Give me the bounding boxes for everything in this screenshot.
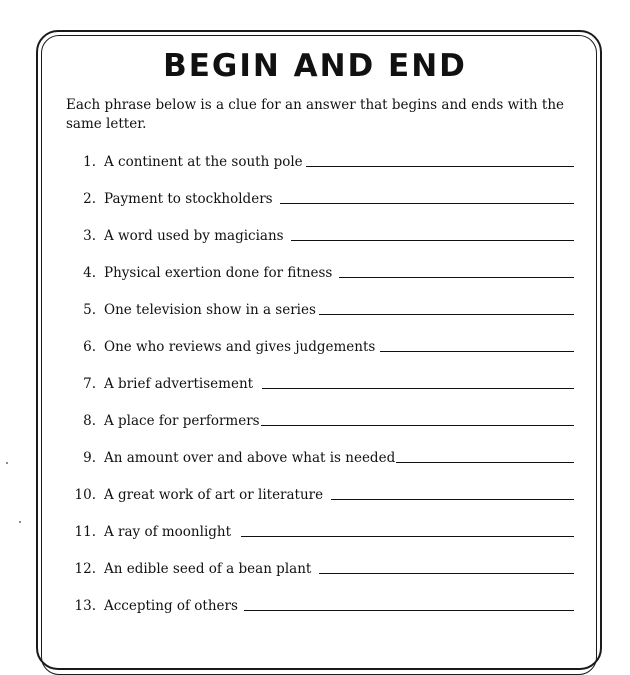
answer-blank[interactable] bbox=[244, 610, 574, 611]
clue-number: 8. bbox=[83, 413, 96, 429]
clue-text: Physical exertion done for fitness bbox=[104, 265, 333, 281]
clue-item bbox=[64, 409, 574, 429]
clue-number: 9. bbox=[83, 450, 96, 466]
clue-text: An edible seed of a bean plant bbox=[104, 561, 312, 577]
clue-number: 10. bbox=[74, 487, 96, 503]
clue-text: One who reviews and gives judgements bbox=[104, 339, 376, 355]
clue-number: 5. bbox=[83, 302, 96, 318]
clue-text: A great work of art or literature bbox=[104, 487, 324, 503]
clue-number: 11. bbox=[74, 524, 96, 540]
answer-blank[interactable] bbox=[339, 277, 574, 278]
clue-number: 13. bbox=[74, 598, 96, 614]
clue-item bbox=[64, 557, 574, 577]
answer-blank[interactable] bbox=[280, 203, 574, 204]
clue-item bbox=[64, 520, 574, 540]
clue-item bbox=[64, 224, 574, 244]
answer-blank[interactable] bbox=[331, 499, 574, 500]
worksheet-title: BEGIN AND END bbox=[163, 48, 467, 84]
clue-item bbox=[64, 594, 574, 614]
answer-blank[interactable] bbox=[241, 536, 574, 537]
answer-blank[interactable] bbox=[319, 314, 574, 315]
clue-item bbox=[64, 298, 574, 318]
answer-blank[interactable] bbox=[262, 388, 574, 389]
clue-item bbox=[64, 150, 574, 170]
clue-item bbox=[64, 446, 574, 466]
answer-blank[interactable] bbox=[261, 425, 574, 426]
worksheet-instructions: Each phrase below is a clue for an answer that begins and ends with the same letter. bbox=[66, 97, 565, 132]
clue-number: 12. bbox=[74, 561, 96, 577]
clue-item bbox=[64, 187, 574, 207]
clue-number: 7. bbox=[83, 376, 96, 392]
clue-text: Accepting of others bbox=[104, 598, 238, 614]
answer-blank[interactable] bbox=[319, 573, 574, 574]
clue-number: 2. bbox=[83, 191, 96, 207]
clue-text: A place for performers bbox=[104, 413, 260, 429]
clue-text: A brief advertisement bbox=[104, 376, 254, 392]
clue-text: One television show in a series bbox=[104, 302, 316, 318]
clue-text: Payment to stockholders bbox=[104, 191, 273, 207]
answer-blank[interactable] bbox=[306, 166, 574, 167]
clue-number: 3. bbox=[83, 228, 96, 244]
answer-blank[interactable] bbox=[396, 462, 574, 463]
clue-item bbox=[64, 261, 574, 281]
answer-blank[interactable] bbox=[291, 240, 574, 241]
clue-item bbox=[64, 372, 574, 392]
clue-text: A word used by magicians bbox=[104, 228, 284, 244]
clue-number: 4. bbox=[83, 265, 96, 281]
clue-text: A ray of moonlight bbox=[104, 524, 232, 540]
clue-number: 1. bbox=[83, 154, 96, 170]
scan-speck bbox=[19, 521, 21, 523]
scan-speck bbox=[6, 462, 8, 464]
clue-text: An amount over and above what is needed bbox=[104, 450, 396, 466]
answer-blank[interactable] bbox=[380, 351, 574, 352]
clue-item bbox=[64, 335, 574, 355]
clue-text: A continent at the south pole bbox=[104, 154, 303, 170]
clue-item bbox=[64, 483, 574, 503]
clue-number: 6. bbox=[83, 339, 96, 355]
